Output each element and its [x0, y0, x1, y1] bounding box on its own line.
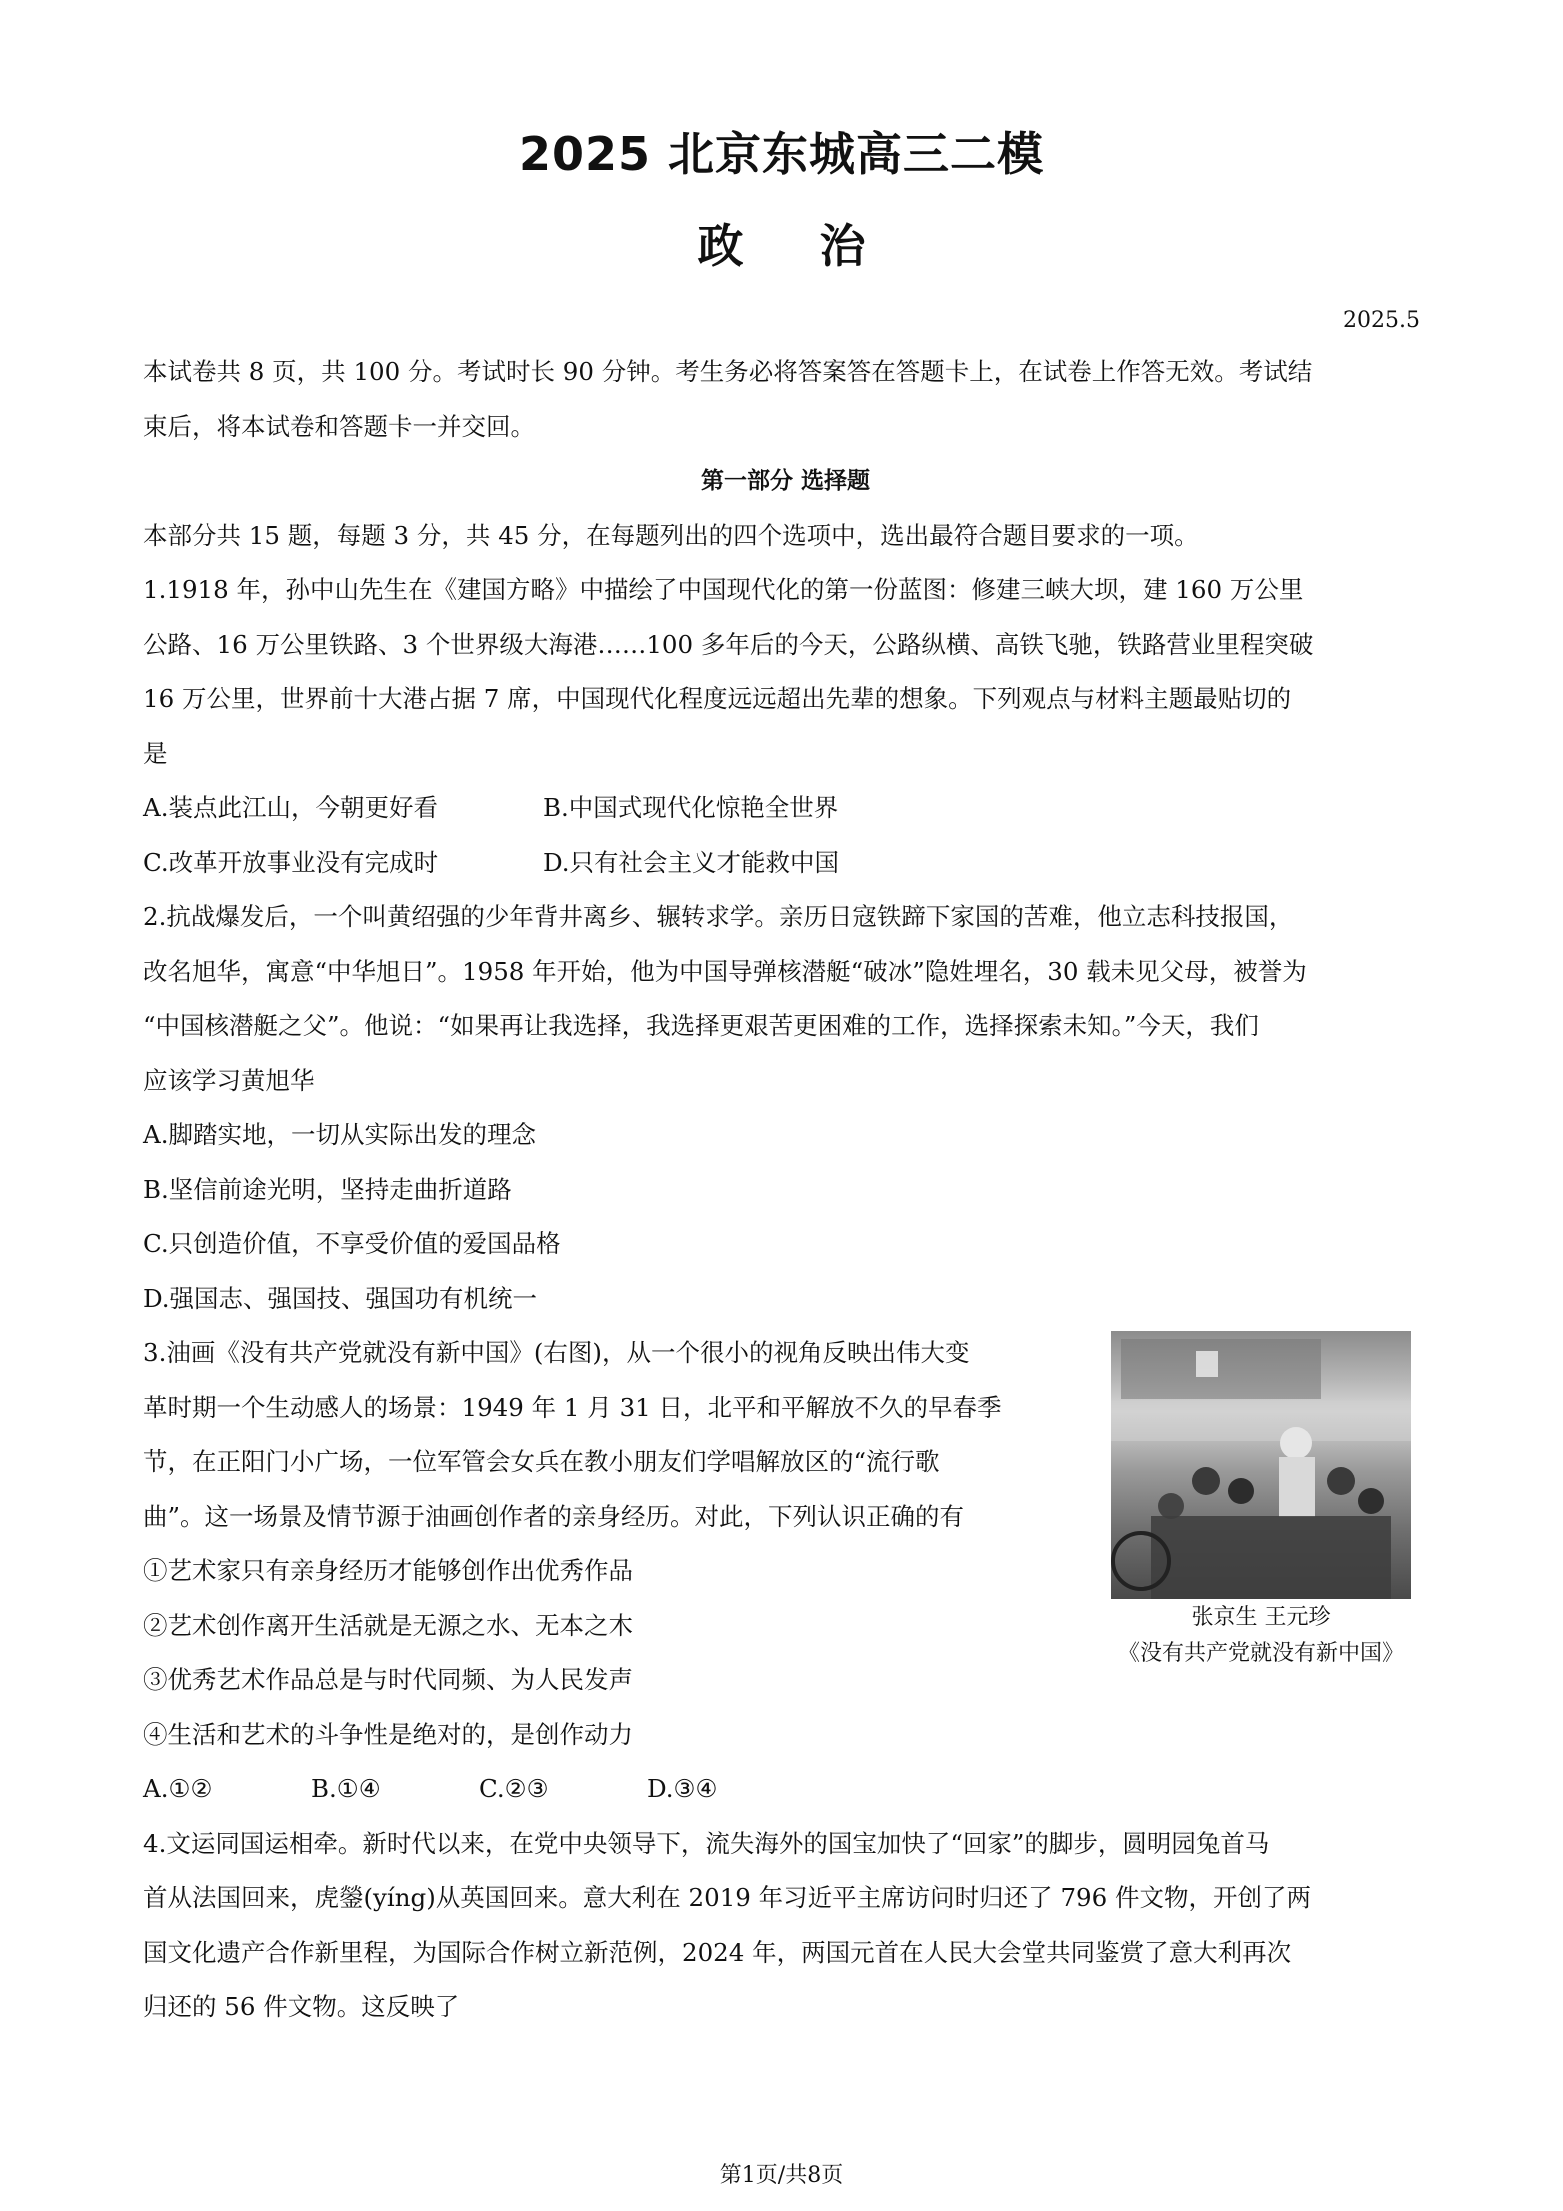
question-line: 应该学习黄旭华: [143, 1065, 315, 1095]
page-number: 第1页/共8页: [719, 2163, 844, 2188]
option-c: C.②③: [479, 1774, 549, 1803]
subject-title: 政 治: [697, 219, 866, 273]
question-line: 1.1918 年，孙中山先生在《建国方略》中描绘了中国现代化的第一份蓝图：修建三峡大坝，建 160 万公里: [143, 575, 1304, 604]
options-row: [143, 781, 1428, 836]
option-d: D.强国志、强国技、强国功有机统一: [143, 1283, 538, 1313]
option-d: D.③④: [647, 1774, 718, 1803]
option-b: B.①④: [311, 1774, 381, 1803]
option-a: A.①②: [143, 1774, 213, 1803]
option-d: D.只有社会主义才能救中国: [543, 847, 840, 877]
question-line: 4.文运同国运相牵。新时代以来，在党中央领导下，流失海外的国宝加快了“回家”的脚步，圆明园兔首马: [143, 1828, 1270, 1858]
section-title: 第一部分 选择题: [700, 468, 870, 494]
option-b: B.坚信前途光明，坚持走曲折道路: [143, 1174, 512, 1204]
intro-line: 束后，将本试卷和答题卡一并交回。: [143, 411, 535, 441]
statement: ④生活和艺术的斗争性是绝对的，是创作动力: [143, 1719, 633, 1749]
question-line: 革时期一个生动感人的场景：1949 年 1 月 31 日，北平和平解放不久的早春季: [143, 1392, 1002, 1422]
options-row: [143, 836, 1428, 891]
question-line: 国文化遗产合作新里程，为国际合作树立新范例，2024 年，两国元首在人民大会堂共同鉴赏了意大利再次: [143, 1937, 1292, 1967]
painting-sketch-icon: [1111, 1331, 1411, 1599]
option-a: A.脚踏实地，一切从实际出发的理念: [143, 1120, 536, 1149]
question-line: 改名旭华，寓意“中华旭日”。1958 年开始，他为中国导弹核潜艇“破冰”隐姓埋名，30 载未见父母，被誉为: [143, 956, 1307, 986]
option-c: C.改革开放事业没有完成时: [143, 847, 439, 877]
question-line: 2.抗战爆发后，一个叫黄绍强的少年背井离乡、辗转求学。亲历日寇铁蹄下家国的苦难，他立志科技报国，: [143, 902, 1294, 931]
section-instructions: 本部分共 15 题，每题 3 分，共 45 分，在每题列出的四个选项中，选出最符合题目要求的一项。: [143, 520, 1199, 550]
question-4: [143, 1817, 1428, 2035]
question-line: 归还的 56 件文物。这反映了: [143, 1992, 460, 2021]
option-b: B.中国式现代化惊艳全世界: [543, 793, 839, 822]
options-row: [143, 1762, 1083, 1817]
question-line: 16 万公里，世界前十大港占据 7 席，中国现代化程度远远超出先辈的想象。下列观点与材料主题最贴切的: [143, 684, 1292, 713]
question-line: 是: [143, 738, 168, 768]
question-3-text: [143, 1326, 1083, 1817]
statement: ③优秀艺术作品总是与时代同频、为人民发声: [143, 1665, 633, 1694]
question-line: 公路、16 万公里铁路、3 个世界级大海港……100 多年后的今天，公路纵横、高铁飞驰，铁路营业里程突破: [143, 629, 1314, 659]
statement: ②艺术创作离开生活就是无源之水、无本之木: [143, 1610, 633, 1640]
question-2: [143, 890, 1428, 1326]
question-1: [143, 563, 1428, 890]
question-line: “中国核潜艇之父”。他说：“如果再让我选择，我选择更艰苦更困难的工作，选择探索未知。”今天，我们: [143, 1011, 1259, 1040]
exam-content: [143, 345, 1428, 2035]
oil-painting-figure: [1111, 1331, 1411, 1671]
exam-title: 2025 北京东城高三二模: [518, 127, 1045, 181]
question-line: 3.油画《没有共产党就没有新中国》(右图)，从一个很小的视角反映出伟大变: [143, 1338, 970, 1367]
figure-caption-line: 《没有共产党就没有新中国》: [1117, 1641, 1404, 1666]
exam-date: 2025.5: [1343, 308, 1420, 333]
question-line: 曲”。这一场景及情节源于油画创作者的亲身经历。对此，下列认识正确的有: [143, 1501, 965, 1531]
figure-caption-line: 张京生 王元珍: [1191, 1605, 1331, 1630]
intro-line: 本试卷共 8 页，共 100 分。考试时长 90 分钟。考生务必将答案答在答题卡上，在试卷上作答无效。考试结: [143, 357, 1313, 386]
oil-painting-image: [1111, 1331, 1411, 1599]
question-line: 首从法国回来，虎鎣(yíng)从英国回来。意大利在 2019 年习近平主席访问时归还了 796 件文物，开创了两: [143, 1883, 1312, 1912]
question-3: [143, 1326, 1428, 1817]
statement: ①艺术家只有亲身经历才能够创作出优秀作品: [143, 1556, 633, 1585]
question-line: 节，在正阳门小广场，一位军管会女兵在教小朋友们学唱解放区的“流行歌: [143, 1447, 940, 1476]
option-a: A.装点此江山，今朝更好看: [143, 793, 438, 822]
option-c: C.只创造价值，不享受价值的爱国品格: [143, 1229, 561, 1258]
